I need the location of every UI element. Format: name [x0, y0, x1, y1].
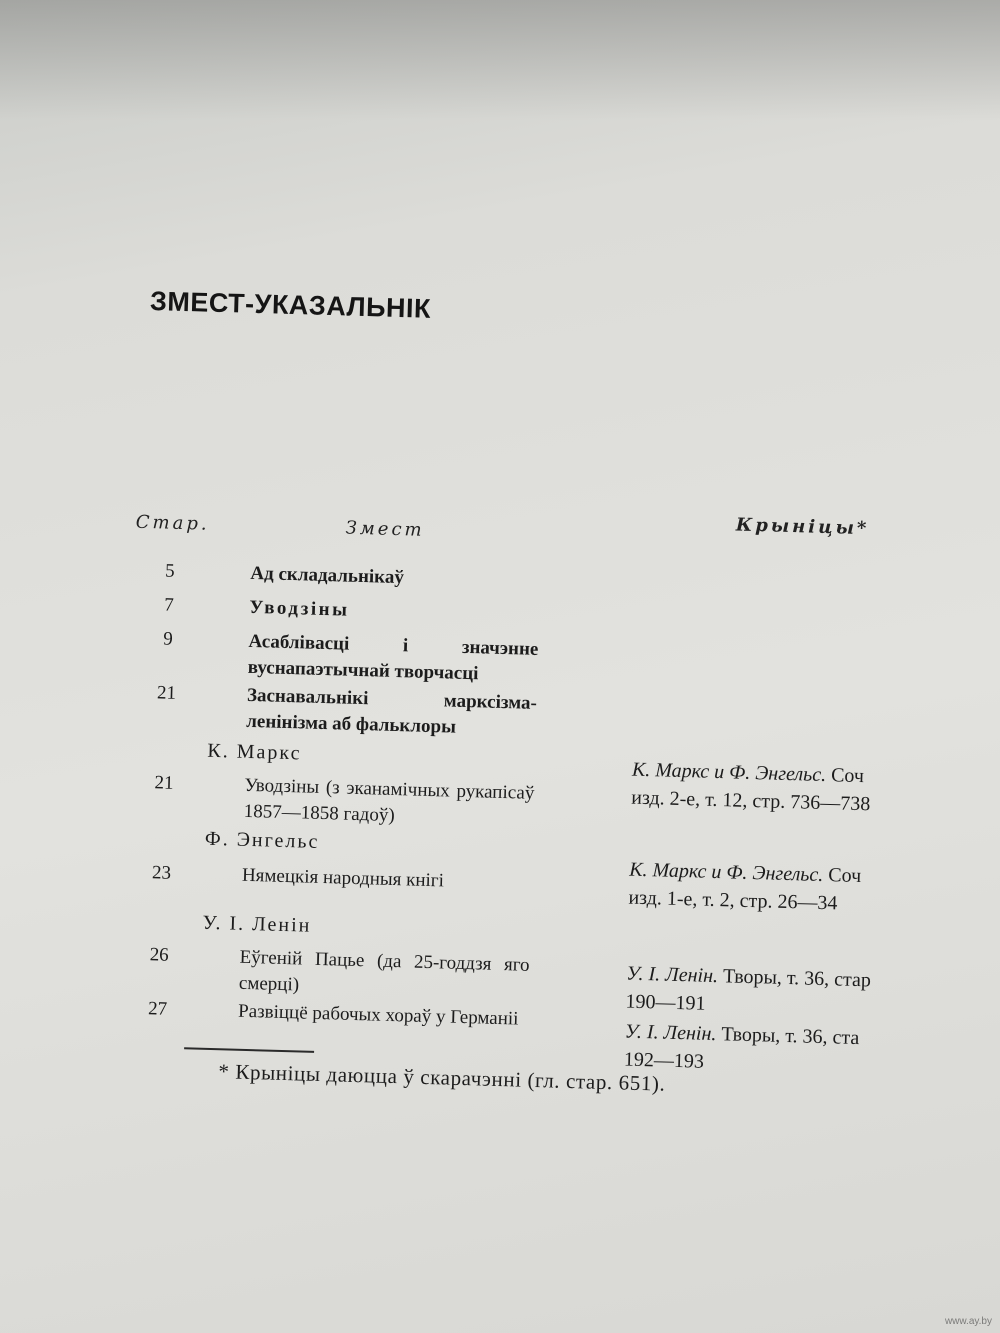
source-authors: К. Маркс и Ф. Энгельс. [628, 858, 824, 887]
watermark: www.ay.by [944, 1316, 992, 1327]
toc-entry-title: Заснавальнікі марксізма-ленінізма аб фальклоры [245, 684, 538, 738]
toc-entry-title: Еўгеній Пацье (да 25-годдзя яго смерці) [238, 946, 530, 996]
page-title: ЗМЕСТ-УКАЗАЛЬНІК [149, 286, 432, 324]
toc-source [628, 856, 1000, 923]
toc-row [142, 592, 1000, 621]
toc-page-number: 21 [156, 682, 177, 704]
source-reference: 192—193 [623, 1048, 705, 1073]
toc-author-row [138, 736, 998, 765]
toc-page-number: 9 [162, 628, 174, 650]
toc-row [141, 626, 1000, 685]
toc-row [137, 758, 997, 827]
toc-row [134, 858, 994, 915]
source-reference: изд. 1-е, т. 2, стр. 26—34 [628, 886, 838, 915]
source-work: Соч [825, 764, 865, 788]
toc-page-number: 26 [149, 944, 170, 966]
toc-row [139, 680, 999, 738]
source-reference: изд. 2-е, т. 12, стр. 736—738 [630, 786, 871, 816]
footnote: * Крыніцы даюцца ў скарачэнні (гл. стар. 651). [218, 1059, 666, 1096]
toc-author: К. Маркс [207, 739, 302, 765]
source-work: Творы, т. 36, стар [717, 965, 872, 992]
toc-entry-title: Асаблівасці і значэнне вуснапаэтычнай творчасці [247, 630, 539, 685]
source-reference: 190—191 [625, 990, 706, 1015]
toc-page-number: 7 [163, 594, 175, 616]
toc-page-number: 23 [151, 862, 172, 884]
toc-entry-title: Нямецкія народныя кнігі [241, 864, 445, 892]
toc-row [143, 558, 1000, 589]
toc-entry-title: Развіццё рабочых хораў у Германіі [237, 1000, 519, 1030]
toc-author: У. І. Ленін [202, 911, 312, 937]
toc-source [624, 1018, 1000, 1085]
source-authors: У. І. Ленін. [626, 962, 719, 988]
source-authors: У. І. Ленін. [624, 1020, 717, 1046]
toc-entry-title: Уводзіны (з эканамічных рукапісаў 1857—1858 гадоў) [243, 774, 535, 827]
toc-page-number: 21 [154, 772, 174, 794]
toc-author-row [135, 824, 995, 853]
page-column-header: Стар. [135, 511, 210, 535]
toc-source [631, 756, 1000, 823]
toc-author: Ф. Энгельс [204, 827, 320, 853]
toc-source [625, 960, 1000, 1027]
footnote-rule [184, 1047, 314, 1052]
source-authors: К. Маркс и Ф. Энгельс. [631, 758, 827, 787]
toc-page-number: 5 [164, 560, 175, 582]
sources-column-header: Крыніцы* [735, 514, 870, 540]
toc-entry-title: Ад складальнікаў [250, 562, 405, 589]
toc-page-number: 27 [147, 998, 168, 1020]
source-work: Творы, т. 36, ста [716, 1023, 860, 1050]
contents-column-header: Змест [345, 517, 425, 541]
toc-entry-title: Уводзіны [249, 596, 350, 621]
source-work: Соч [823, 864, 862, 888]
